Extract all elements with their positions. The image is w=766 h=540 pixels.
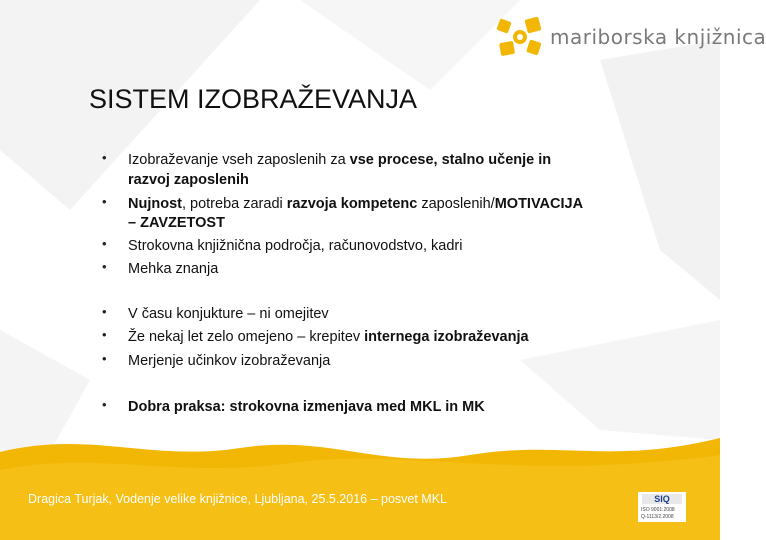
text-segment: Že nekaj let zelo omejeno – krepitev bbox=[128, 329, 365, 345]
text-segment: zaposlenih/ bbox=[417, 196, 495, 212]
text-segment-bold: razvoja kompetenc bbox=[286, 196, 418, 212]
text-segment-bold: Nujnost bbox=[128, 196, 182, 212]
badge-line-1: ISO 9001:2008 bbox=[641, 507, 675, 513]
footer-text: Dragica Turjak, Vodenje velike knjižnice, Ljubljana, 25.5.2016 – posvet MKL bbox=[28, 492, 448, 506]
text-segment: Merjenje učinkov izobraževanja bbox=[128, 353, 331, 369]
logo-text: mariborska knjižnica bbox=[550, 25, 766, 49]
bullet-text bbox=[128, 327, 529, 347]
bullet-marker: • bbox=[102, 236, 107, 251]
bullet-marker: • bbox=[102, 351, 107, 366]
bullet-text bbox=[128, 397, 485, 417]
text-segment-bold: razvoj zaposlenih bbox=[128, 172, 249, 188]
text-segment-bold: MOTIVACIJA bbox=[494, 196, 584, 212]
bullet-marker: • bbox=[102, 150, 107, 165]
bullet-marker: • bbox=[102, 194, 107, 209]
bullet-marker: • bbox=[102, 397, 107, 412]
text-segment: , potreba zaradi bbox=[181, 196, 287, 212]
bullet-marker: • bbox=[102, 304, 107, 319]
text-segment: V času konjukture – ni omejitev bbox=[128, 306, 329, 322]
text-segment: Mehka znanja bbox=[128, 261, 219, 277]
badge-label: SIQ bbox=[654, 494, 670, 504]
certification-badge bbox=[638, 492, 686, 522]
bullet-text-continuation bbox=[128, 170, 249, 190]
siq-logo-icon bbox=[642, 494, 682, 504]
bullet-text bbox=[128, 259, 218, 279]
text-segment-bold: Dobra praksa: strokovna izmenjava med MKL in MK bbox=[128, 399, 485, 415]
bullet-marker: • bbox=[102, 327, 107, 342]
text-segment-bold: internega izobraževanja bbox=[364, 329, 529, 345]
text-segment: Strokovna knjižnična področja, računovodstvo, kadri bbox=[128, 238, 463, 254]
text-segment-bold: – ZAVZETOST bbox=[128, 215, 225, 231]
text-segment-bold: vse procese, stalno učenje in bbox=[349, 152, 552, 168]
bullet-text bbox=[128, 194, 583, 214]
badge-line-2: Q-1113/2.2008 bbox=[641, 514, 674, 520]
bullet-text bbox=[128, 236, 462, 256]
bullet-text bbox=[128, 304, 329, 324]
bullet-text bbox=[128, 150, 551, 170]
text-segment: Izobraževanje vseh zaposlenih za bbox=[128, 152, 350, 168]
slide-title: SISTEM IZOBRAŽEVANJA bbox=[89, 84, 418, 114]
bullet-text-continuation bbox=[128, 213, 225, 233]
bullet-marker: • bbox=[102, 259, 107, 274]
bullet-text bbox=[128, 351, 330, 371]
